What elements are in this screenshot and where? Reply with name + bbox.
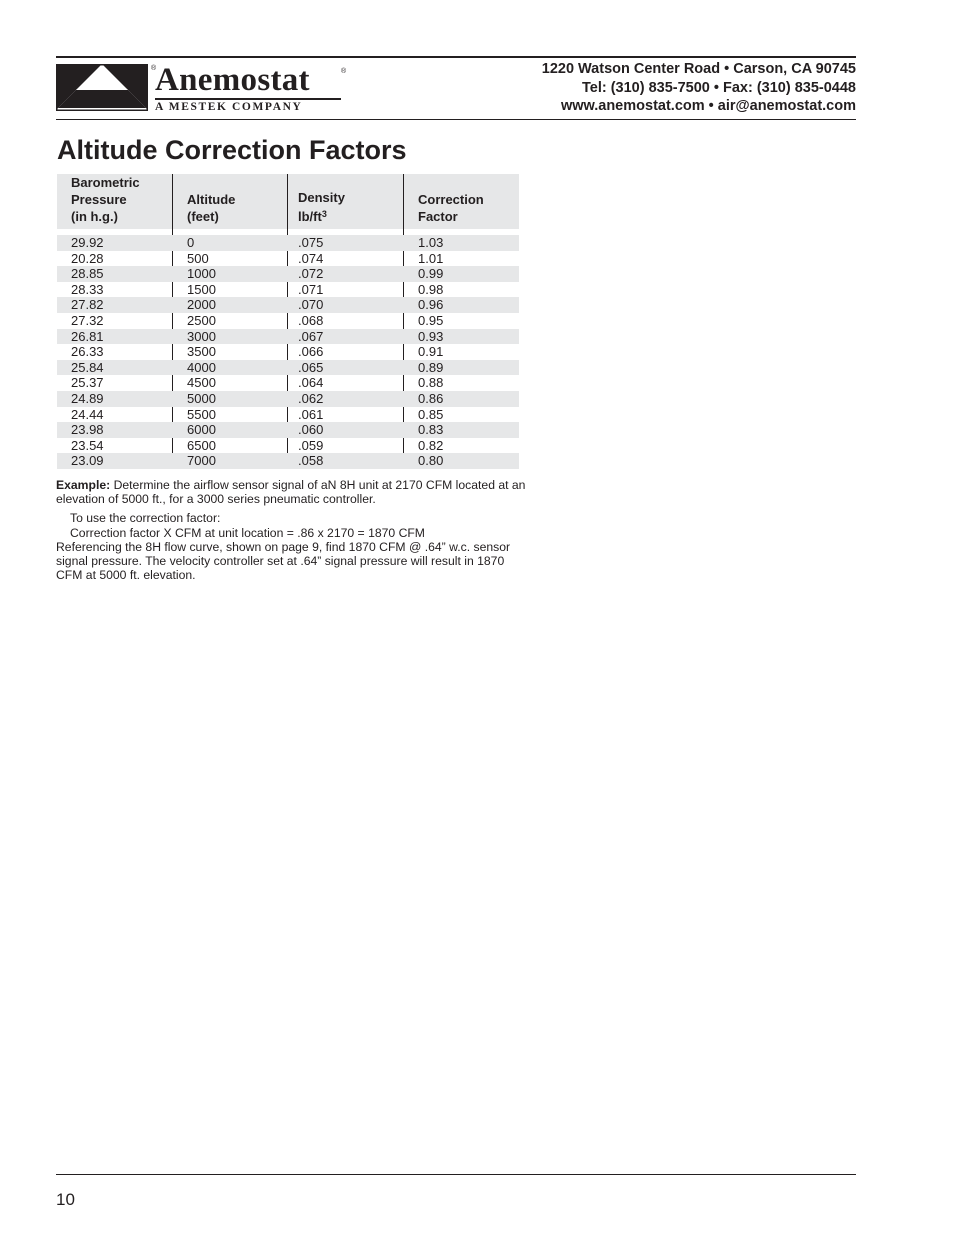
cell-pressure: 23.98	[71, 422, 104, 438]
logo-wordmark: Anemostat	[155, 62, 310, 98]
logo-tagline: A MESTEK COMPANY	[155, 101, 303, 113]
cell-correction-factor: 0.82	[418, 437, 444, 453]
table-row	[57, 407, 519, 423]
cell-altitude: 4500	[187, 375, 216, 391]
contact-block	[542, 60, 856, 116]
cell-density: .072	[298, 266, 324, 282]
cell-altitude: 6000	[187, 422, 216, 438]
cell-pressure: 28.85	[71, 266, 104, 282]
cell-density: .070	[298, 297, 324, 313]
phone-fax: Tel: (310) 835-7500 • Fax: (310) 835-0448	[581, 79, 856, 96]
table-row	[57, 282, 519, 298]
cell-altitude: 7000	[187, 453, 216, 469]
cell-density: .060	[298, 422, 324, 438]
example-intro: Determine the airflow sensor signal of aN 8H unit at 2170 CFM located at an elevation of 5000 ft., for a 3000 series pneumatic controller.	[56, 478, 526, 507]
table-row	[57, 438, 519, 454]
cell-pressure: 24.89	[71, 390, 104, 406]
cell-altitude: 5500	[187, 406, 216, 422]
cell-density: .058	[298, 453, 324, 469]
cell-density: .067	[298, 328, 324, 344]
cell-pressure: 25.84	[71, 359, 104, 375]
cell-correction-factor: 0.86	[418, 390, 444, 406]
cell-density: .074	[298, 250, 324, 266]
registered-mark: ®	[341, 68, 347, 75]
cell-pressure: 28.33	[71, 281, 104, 297]
cell-density: .068	[298, 312, 324, 328]
header-density: Density $lb/ft^3$	[298, 190, 345, 224]
page-title: Altitude Correction Factors	[57, 135, 407, 165]
table-row	[57, 297, 519, 313]
cell-correction-factor: 0.89	[418, 359, 444, 375]
cell-pressure: 25.37	[71, 375, 104, 391]
cell-altitude: 2500	[187, 312, 216, 328]
cell-correction-factor: 0.83	[418, 422, 444, 438]
cell-pressure: 24.44	[71, 406, 104, 422]
header-top-rule	[56, 56, 856, 58]
cell-correction-factor: 0.80	[418, 453, 444, 469]
table-row	[57, 422, 519, 438]
cell-altitude: 1000	[187, 266, 216, 282]
cell-altitude: 500	[187, 250, 209, 266]
header-bottom-rule	[56, 119, 856, 120]
header-altitude: Altitude (feet)	[187, 192, 236, 224]
cell-pressure: 27.82	[71, 297, 104, 313]
cell-density: .061	[298, 406, 324, 422]
web-email: www.anemostat.com • air@anemostat.com	[560, 98, 856, 114]
example-paragraph	[56, 478, 526, 506]
cell-density: .065	[298, 359, 324, 375]
cell-density: .075	[298, 235, 324, 250]
table-row	[57, 235, 519, 251]
cell-density: .064	[298, 375, 324, 391]
cell-pressure: 26.81	[71, 328, 104, 344]
cell-correction-factor: 0.91	[418, 344, 444, 360]
mountain-logo-icon	[56, 64, 148, 111]
cell-correction-factor: 1.01	[418, 250, 444, 266]
cell-altitude: 3500	[187, 344, 216, 360]
example-step: To use the correction factor:	[70, 511, 221, 526]
table-row	[57, 344, 519, 360]
cell-density: .059	[298, 437, 324, 453]
cell-altitude: 3000	[187, 328, 216, 344]
cell-correction-factor: 0.98	[418, 281, 444, 297]
cell-pressure: 23.54	[71, 437, 104, 453]
company-logo	[56, 64, 356, 112]
page-number: 10	[56, 1190, 75, 1209]
cell-correction-factor: 1.03	[418, 235, 444, 250]
table-row	[57, 266, 519, 282]
table-row	[57, 453, 519, 469]
table-row	[57, 329, 519, 345]
cell-altitude: 1500	[187, 281, 216, 297]
cell-pressure: 26.33	[71, 344, 104, 360]
table-row	[57, 391, 519, 407]
example-conclusion: Referencing the 8H flow curve, shown on page 9, find 1870 CFM @ .64” w.c. sensor signal pressure. The velocity controller set at .64” signal pressure will result in 1870 CFM at 5000 ft. elevation.	[56, 539, 511, 583]
table-row	[57, 360, 519, 376]
registered-mark: ®	[151, 65, 157, 72]
logo-underline	[155, 98, 341, 100]
cell-density: .066	[298, 344, 324, 360]
density-exponent: 3	[321, 209, 327, 219]
table-body	[57, 235, 519, 469]
address: 1220 Watson Center Road • Carson, CA 90745	[541, 61, 856, 77]
cell-pressure: 27.32	[71, 312, 104, 328]
cell-correction-factor: 0.85	[418, 406, 444, 422]
header-barometric-pressure: Barometric Pressure (in h.g.)	[71, 175, 140, 224]
cell-altitude: 2000	[187, 297, 216, 313]
cell-pressure: 29.92	[71, 235, 104, 250]
table-row	[57, 251, 519, 267]
table-row	[57, 375, 519, 391]
cell-pressure: 23.09	[71, 453, 104, 469]
example-step: Correction factor X CFM at unit location = .86 x 2170 = 1870 CFM	[70, 525, 425, 540]
cell-altitude: 0	[187, 235, 195, 250]
cell-density: .071	[298, 281, 324, 297]
altitude-correction-table	[57, 174, 519, 469]
cell-correction-factor: 0.99	[418, 266, 444, 282]
cell-correction-factor: 0.93	[418, 328, 444, 344]
cell-correction-factor: 0.88	[418, 375, 444, 391]
table-row	[57, 313, 519, 329]
cell-pressure: 20.28	[71, 250, 104, 266]
header-correction-factor: Correction Factor	[418, 192, 484, 224]
cell-correction-factor: 0.96	[418, 297, 444, 313]
cell-density: .062	[298, 390, 324, 406]
example-label: Example:	[56, 478, 111, 492]
footer-rule	[56, 1174, 856, 1175]
cell-altitude: 4000	[187, 359, 216, 375]
cell-altitude: 5000	[187, 390, 216, 406]
cell-correction-factor: 0.95	[418, 312, 444, 328]
table-header	[57, 174, 519, 229]
example-notes	[56, 478, 526, 582]
cell-altitude: 6500	[187, 437, 216, 453]
